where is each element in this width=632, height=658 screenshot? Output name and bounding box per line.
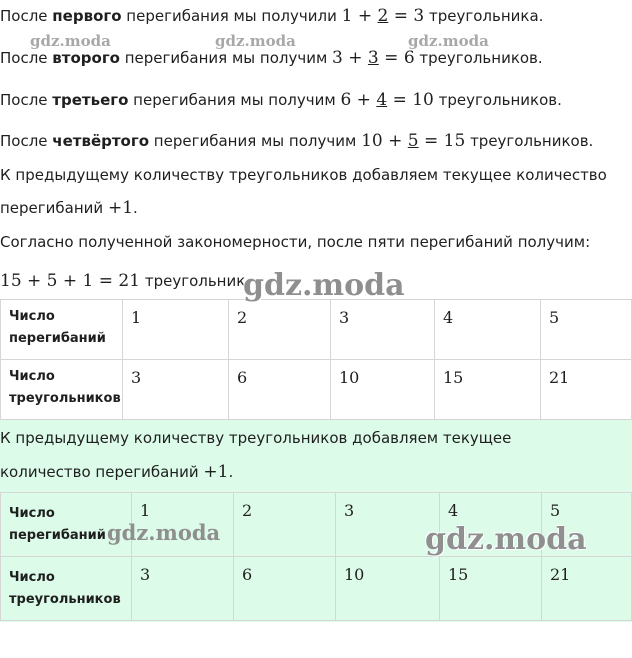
table-cell: 10 (331, 360, 435, 420)
rule-text-2: К предыдущему количеству треугольников добавляем текущее (0, 429, 512, 447)
table-cell: 1 (132, 493, 234, 557)
table-cell: 6 (234, 557, 336, 621)
table-cell: 6 (229, 360, 331, 420)
step-line-4: После четвёртого перегибания мы получим 10 + 5 = 15 треугольников. (0, 131, 594, 151)
table-cell: 4 (435, 300, 541, 360)
table-row (1, 557, 632, 621)
step-line-2: После второго перегибания мы получим 3 + 3 = 6 треугольников. (0, 48, 543, 68)
rule-text-2-cont: количество перегибаний +1. (0, 462, 234, 482)
watermark: gdz.moda (107, 520, 221, 545)
table-cell: 15 (435, 360, 541, 420)
table-cell: 15 (440, 557, 542, 621)
watermark: gdz.moda (243, 268, 405, 303)
table-cell: 21 (541, 360, 632, 420)
rule-text-1-cont: перегибаний +1. (0, 198, 138, 218)
table-folds-1 (0, 299, 632, 420)
table-cell: 3 (132, 557, 234, 621)
row-header: Число треугольников (1, 360, 123, 420)
table-cell: 5 (541, 300, 632, 360)
watermark: gdz.moda (408, 32, 489, 50)
rule-text-1: К предыдущему количеству треугольников добавляем текущее количество (0, 166, 607, 184)
watermark: gdz.moda (30, 32, 111, 50)
table-cell: 4 (440, 493, 542, 557)
row-header: Число перегибаний (1, 300, 123, 360)
table-row (1, 300, 632, 360)
table-cell: 10 (336, 557, 440, 621)
step-line-3: После третьего перегибания мы получим 6 + 4 = 10 треугольников. (0, 90, 562, 110)
table-cell: 3 (336, 493, 440, 557)
table-cell: 2 (229, 300, 331, 360)
watermark: gdz.moda (215, 32, 296, 50)
table-cell: 5 (542, 493, 632, 557)
pattern-text: Согласно полученной закономерности, после пяти перегибаний получим: (0, 233, 591, 251)
table-cell: 21 (542, 557, 632, 621)
table-cell: 1 (123, 300, 229, 360)
table-cell: 2 (234, 493, 336, 557)
row-header: Число треугольников (1, 557, 132, 621)
table-cell: 3 (331, 300, 435, 360)
watermark: gdz.moda (425, 522, 587, 557)
table-row (1, 360, 632, 420)
result-line: 15 + 5 + 1 = 21 треугольник. (0, 271, 251, 291)
row-header: Число перегибаний (1, 493, 132, 557)
table-cell: 3 (123, 360, 229, 420)
step-line-1: После первого перегибания мы получили 1 + 2 = 3 треугольника. (0, 6, 544, 26)
